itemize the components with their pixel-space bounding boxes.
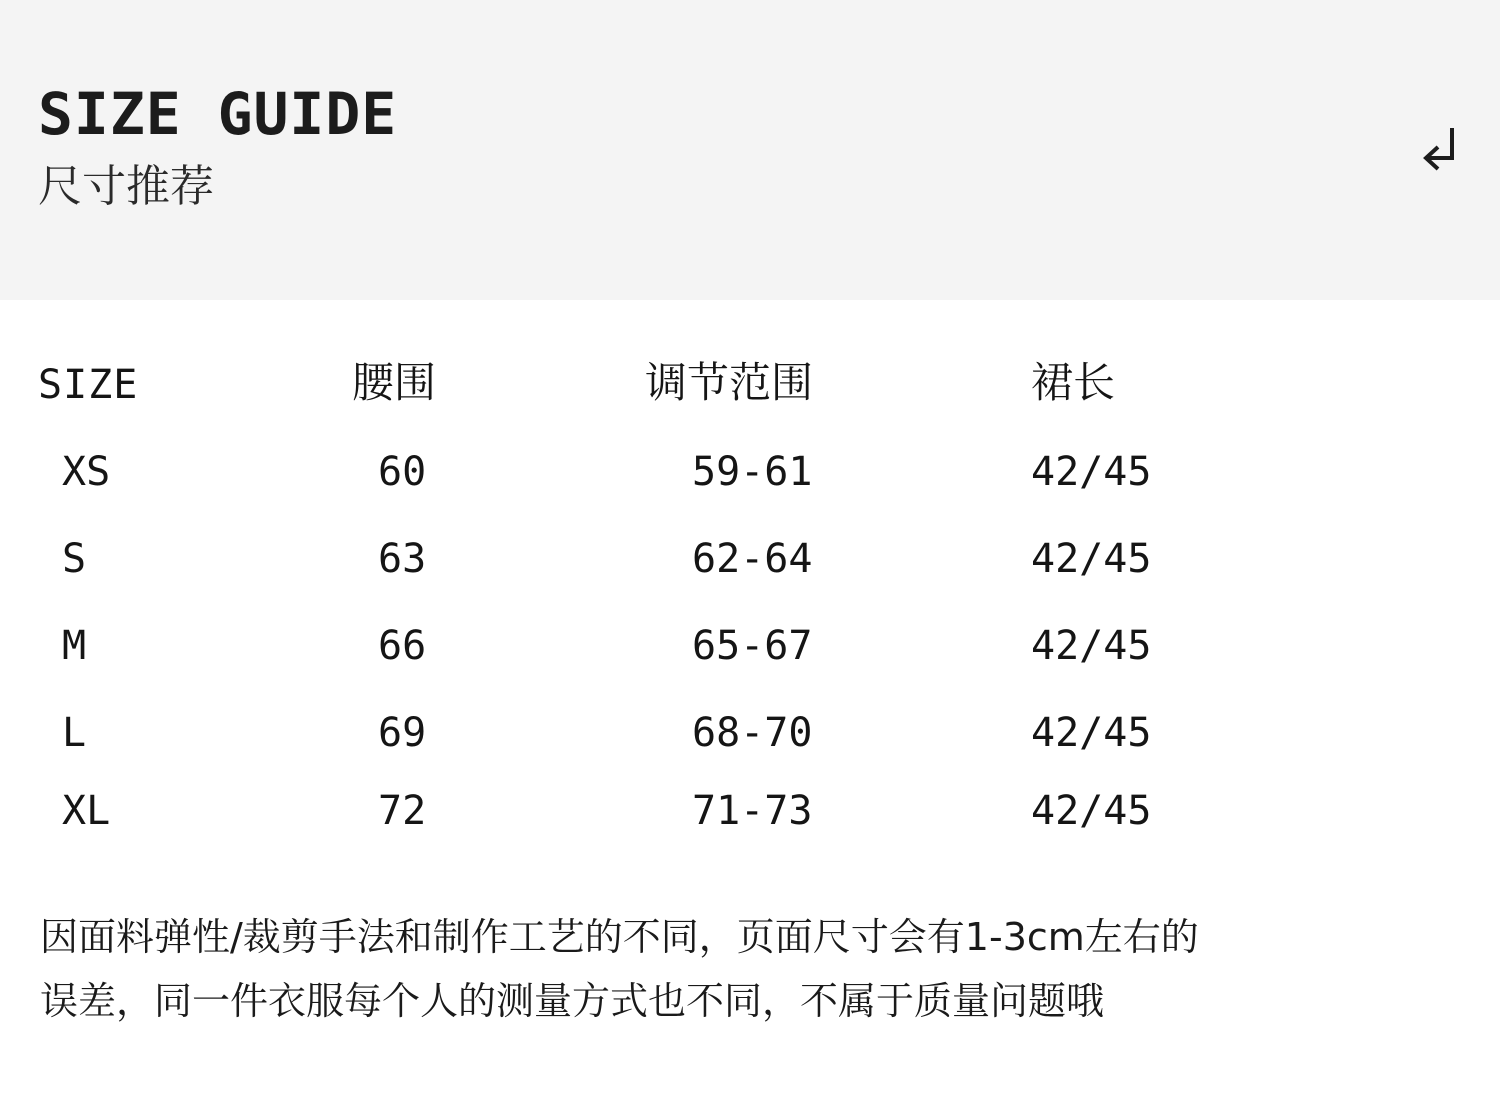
page-subtitle: 尺寸推荐 xyxy=(38,161,214,212)
cell-size: M xyxy=(62,623,87,669)
cell-waist: 72 xyxy=(378,788,427,834)
cell-size: XS xyxy=(62,449,111,495)
cell-size: L xyxy=(62,710,87,756)
header-band xyxy=(0,0,1500,300)
header-adjust-range: 调节范围 xyxy=(645,358,814,407)
cell-waist: 63 xyxy=(378,536,427,582)
cell-skirt-length: 42/45 xyxy=(1031,449,1152,495)
cell-adjust-range: 68-70 xyxy=(692,710,813,756)
header-waist: 腰围 xyxy=(352,358,437,407)
return-arrow-icon[interactable] xyxy=(1418,120,1466,176)
cell-skirt-length: 42/45 xyxy=(1031,788,1152,834)
note-line-2: 误差，同一件衣服每个人的测量方式也不同，不属于质量问题哦 xyxy=(40,979,1105,1023)
cell-waist: 60 xyxy=(378,449,427,495)
page-title: SIZE GUIDE xyxy=(38,80,398,148)
cell-skirt-length: 42/45 xyxy=(1031,536,1152,582)
note-line-1: 因面料弹性/裁剪手法和制作工艺的不同，页面尺寸会有1-3cm左右的 xyxy=(40,915,1199,959)
cell-size: S xyxy=(62,536,87,582)
cell-adjust-range: 62-64 xyxy=(692,536,813,582)
cell-size: XL xyxy=(62,788,111,834)
cell-waist: 69 xyxy=(378,710,427,756)
cell-skirt-length: 42/45 xyxy=(1031,710,1152,756)
cell-waist: 66 xyxy=(378,623,427,669)
cell-adjust-range: 71-73 xyxy=(692,788,813,834)
cell-adjust-range: 65-67 xyxy=(692,623,813,669)
measurement-note xyxy=(40,905,1460,1033)
cell-adjust-range: 59-61 xyxy=(692,449,813,495)
header-size: SIZE xyxy=(38,362,139,408)
header-skirt-length: 裙长 xyxy=(1031,358,1116,407)
cell-skirt-length: 42/45 xyxy=(1031,623,1152,669)
